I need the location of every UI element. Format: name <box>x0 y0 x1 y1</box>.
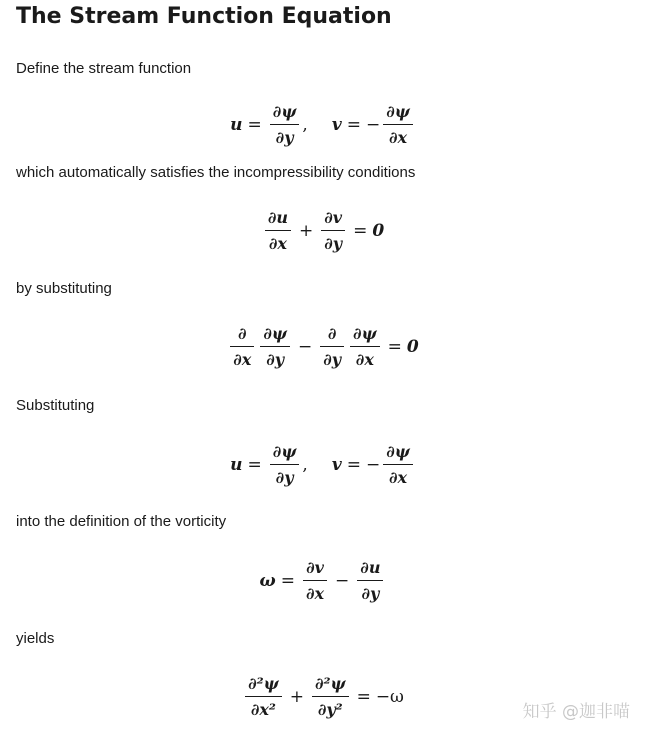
op-equals: = <box>387 336 402 357</box>
op-equals: = <box>346 114 361 135</box>
fraction-bar <box>230 346 254 347</box>
denominator: ∂y <box>275 128 294 147</box>
fraction-bar <box>312 696 349 697</box>
denominator: ∂x <box>305 584 325 603</box>
op-minus: − <box>365 454 381 475</box>
op-minus: − <box>297 336 313 357</box>
fraction-d2psi-dx2 <box>245 674 282 719</box>
fraction-bar <box>350 346 380 347</box>
watermark: 知乎 @迦非喵 <box>522 702 630 722</box>
paragraph-vorticity: into the definition of the vorticity <box>16 513 227 530</box>
paragraph-substituting: by substituting <box>16 280 112 297</box>
neg-omega: −ω <box>375 686 404 707</box>
fraction-d-dy <box>320 324 344 369</box>
paragraph-substituting-2: Substituting <box>16 397 95 414</box>
zero: 0 <box>406 336 419 357</box>
var-u: u <box>230 454 243 475</box>
op-equals: = <box>346 454 361 475</box>
numerator: ∂u <box>360 558 381 577</box>
fraction-bar <box>383 464 413 465</box>
denominator: ∂x <box>355 350 374 369</box>
numerator: ∂ψ <box>386 442 410 461</box>
op-plus: + <box>289 686 304 707</box>
fraction-du-dy <box>357 558 383 603</box>
var-v: v <box>331 114 342 135</box>
fraction-dpsi-dx <box>383 102 413 147</box>
fraction-bar <box>357 580 383 581</box>
numerator: ∂ψ <box>272 442 297 461</box>
denominator: ∂x <box>388 468 408 487</box>
denominator: ∂x² <box>250 700 276 719</box>
denominator: ∂y <box>275 468 294 487</box>
fraction-dpsi-dy <box>270 102 300 147</box>
numerator: ∂v <box>324 208 343 227</box>
denominator: ∂x <box>233 350 252 369</box>
numerator: ∂v <box>306 558 324 577</box>
fraction-dpsi-dy <box>270 442 300 487</box>
numerator: ∂ <box>327 324 337 343</box>
equation-substituted <box>0 324 646 369</box>
op-equals: = <box>247 114 262 135</box>
fraction-bar <box>265 230 291 231</box>
op-equals: = <box>280 570 295 591</box>
op-equals: = <box>356 686 371 707</box>
comma: , <box>302 114 308 135</box>
numerator: ∂ <box>238 324 247 343</box>
fraction-bar <box>383 124 413 125</box>
numerator: ∂²ψ <box>248 674 279 693</box>
zero: 0 <box>372 220 385 241</box>
fraction-bar <box>270 124 300 125</box>
paragraph-define: Define the stream function <box>16 60 192 77</box>
var-v: v <box>331 454 342 475</box>
op-plus: + <box>299 220 314 241</box>
fraction-bar <box>245 696 282 697</box>
denominator: ∂y <box>361 584 380 603</box>
numerator: ∂ψ <box>386 102 410 121</box>
op-minus: − <box>335 570 350 591</box>
op-equals: = <box>247 454 262 475</box>
denominator: ∂y <box>323 350 342 369</box>
fraction-dpsi-dx <box>350 324 380 369</box>
fraction-bar <box>260 346 290 347</box>
comma: , <box>302 454 308 475</box>
fraction-bar <box>321 230 345 231</box>
fraction-bar <box>303 580 327 581</box>
var-u: u <box>230 114 243 135</box>
denominator: ∂y <box>324 234 343 253</box>
fraction-d-dx <box>230 324 254 369</box>
fraction-bar <box>270 464 300 465</box>
fraction-dv-dy <box>321 208 345 253</box>
numerator: ∂ψ <box>263 324 287 343</box>
page-title: The Stream Function Equation <box>16 4 392 29</box>
paragraph-yields: yields <box>16 630 55 647</box>
denominator: ∂y² <box>317 700 343 719</box>
equation-stream-function <box>0 102 646 147</box>
equation-incompressibility <box>0 208 646 253</box>
fraction-du-dx <box>265 208 291 253</box>
op-minus: − <box>365 114 381 135</box>
denominator: ∂x <box>268 234 287 253</box>
op-equals: = <box>353 220 368 241</box>
fraction-dpsi-dy <box>260 324 290 369</box>
numerator: ∂u <box>267 208 288 227</box>
denominator: ∂x <box>388 128 408 147</box>
fraction-dv-dx <box>303 558 327 603</box>
equation-vorticity <box>0 558 646 603</box>
numerator: ∂ψ <box>353 324 377 343</box>
var-omega: ω <box>259 570 276 591</box>
denominator: ∂y <box>266 350 285 369</box>
fraction-dpsi-dx <box>383 442 413 487</box>
paragraph-incompressibility: which automatically satisfies the incompressibility conditions <box>16 164 416 181</box>
fraction-d2psi-dy2 <box>312 674 349 719</box>
fraction-bar <box>320 346 344 347</box>
numerator: ∂²ψ <box>314 674 346 693</box>
equation-velocity <box>0 442 646 487</box>
numerator: ∂ψ <box>272 102 297 121</box>
